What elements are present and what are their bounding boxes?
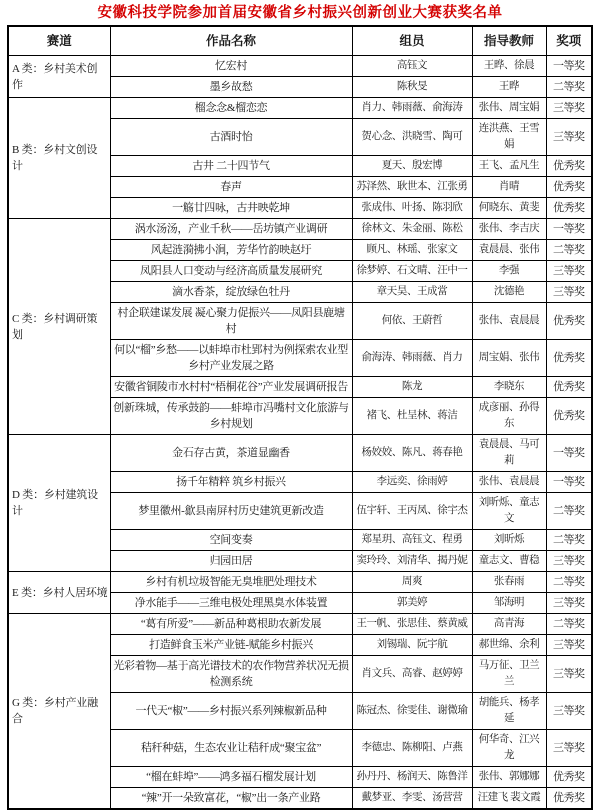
award-cell: 优秀奖 [546, 177, 592, 198]
work-cell: 空间变奏 [110, 530, 352, 551]
award-cell: 一等奖 [546, 56, 592, 77]
awards-table [7, 25, 593, 810]
teachers-cell: 张伟、袁晨晨 [472, 303, 546, 340]
work-cell: 归园田居 [110, 551, 352, 572]
work-cell: “辣”开一朵致富花，“椒”出一条产业路 [110, 788, 352, 810]
award-cell: 优秀奖 [546, 788, 592, 810]
work-cell: “葛有所爱”——新品种葛根助农新发展 [110, 614, 352, 635]
award-cell: 优秀奖 [546, 767, 592, 788]
members-cell: 贺心念、洪晓雪、陶可 [352, 119, 472, 156]
award-cell: 三等奖 [546, 261, 592, 282]
table-row [8, 435, 592, 472]
teachers-cell: 邹海明 [472, 593, 546, 614]
members-cell: 章天昊、王成當 [352, 282, 472, 303]
teachers-cell: 高青海 [472, 614, 546, 635]
members-cell: 戴梦亚、李雯、汤营营 [352, 788, 472, 810]
work-cell: 净水能手——三维电极处理黑臭水体装置 [110, 593, 352, 614]
work-cell: 秸秆种菇，生态农业让秸秆成“聚宝盆” [110, 730, 352, 767]
teachers-cell: 王晔 [472, 77, 546, 98]
members-cell: 伍宇轩、王丙凤、徐宇杰 [352, 493, 472, 530]
members-cell: 郭美婷 [352, 593, 472, 614]
work-cell: 安徽省铜陵市水村村“梧桐花谷”产业发展调研报告 [110, 377, 352, 398]
award-cell: 优秀奖 [546, 303, 592, 340]
table-row [8, 572, 592, 593]
members-cell: 周爽 [352, 572, 472, 593]
teachers-cell: 张伟、袁晨晨 [472, 472, 546, 493]
award-cell: 二等奖 [546, 572, 592, 593]
award-cell: 二等奖 [546, 77, 592, 98]
table-body [8, 56, 592, 810]
work-cell: 榴念念&榴恋恋 [110, 98, 352, 119]
award-cell: 三等奖 [546, 98, 592, 119]
award-cell: 三等奖 [546, 693, 592, 730]
members-cell: 肖文兵、高睿、赵婷婷 [352, 656, 472, 693]
award-cell: 一等奖 [546, 219, 592, 240]
work-cell: 忆宏村 [110, 56, 352, 77]
work-cell: 乡村有机垃圾智能无臭堆肥处理技术 [110, 572, 352, 593]
members-cell: 李德忠、陈柳阳、卢燕 [352, 730, 472, 767]
award-cell: 一等奖 [546, 435, 592, 472]
members-cell: 李远奕、徐雨婷 [352, 472, 472, 493]
teachers-cell: 胡能兵、杨孝延 [472, 693, 546, 730]
teachers-cell: 李晓东 [472, 377, 546, 398]
award-cell: 二等奖 [546, 614, 592, 635]
work-cell: 墨乡故愁 [110, 77, 352, 98]
award-cell: 优秀奖 [546, 156, 592, 177]
teachers-cell: 王飞、孟凡生 [472, 156, 546, 177]
award-cell: 三等奖 [546, 593, 592, 614]
award-cell: 优秀奖 [546, 198, 592, 219]
teachers-cell: 汪建飞 裴文霞 [472, 788, 546, 810]
members-cell: 俞海涛、韩雨薇、肖力 [352, 340, 472, 377]
award-cell: 三等奖 [546, 119, 592, 156]
teachers-cell: 王晔、徐晨 [472, 56, 546, 77]
award-cell: 二等奖 [546, 240, 592, 261]
members-cell: 张成伟、叶扬、陈羽欣 [352, 198, 472, 219]
work-cell: 村企联建谋发展 凝心聚力促振兴——凤阳县鹿塘村 [110, 303, 352, 340]
award-cell: 一等奖 [546, 472, 592, 493]
members-cell: 孙丹丹、杨润天、陈鲁洋 [352, 767, 472, 788]
table-header [8, 26, 592, 56]
members-cell: 刘锡瑞、阮宇航 [352, 635, 472, 656]
members-cell: 褚飞、杜呈林、蒋洁 [352, 398, 472, 435]
header-members: 组员 [352, 26, 472, 56]
members-cell: 窦玲玲、刘清华、揭丹妮 [352, 551, 472, 572]
teachers-cell: 马万征、卫兰兰 [472, 656, 546, 693]
work-cell: 梦里徽州-歙县南屏村历史建筑更新改造 [110, 493, 352, 530]
award-cell: 二等奖 [546, 493, 592, 530]
award-cell: 三等奖 [546, 635, 592, 656]
work-cell: 春声 [110, 177, 352, 198]
teachers-cell: 何晓东、黄斐 [472, 198, 546, 219]
award-cell: 二等奖 [546, 530, 592, 551]
teachers-cell: 李强 [472, 261, 546, 282]
teachers-cell: 连洪燕、王雪娟 [472, 119, 546, 156]
work-cell: 古井 二十四节气 [110, 156, 352, 177]
track-cell: C 类：乡村调研策划 [8, 219, 110, 435]
award-cell: 优秀奖 [546, 377, 592, 398]
teachers-cell: 张春雨 [472, 572, 546, 593]
work-cell: 光彩着物—基于高光谱技术的农作物营养状况无损检测系统 [110, 656, 352, 693]
work-cell: 何以“榴”乡愁——以蚌埠市杜郢村为例探索农业型乡村产业发展之路 [110, 340, 352, 377]
teachers-cell: 袁晨晨、张伟 [472, 240, 546, 261]
members-cell: 夏天、殷宏博 [352, 156, 472, 177]
teachers-cell: 何华奇、江兴龙 [472, 730, 546, 767]
header-row [8, 26, 592, 56]
header-award: 奖项 [546, 26, 592, 56]
members-cell: 肖力、韩雨薇、俞海涛 [352, 98, 472, 119]
teachers-cell: 刘昕烁 [472, 530, 546, 551]
teachers-cell: 沈德艳 [472, 282, 546, 303]
header-teachers: 指导教师 [472, 26, 546, 56]
work-cell: 一代天“椒”——乡村振兴系列辣椒新品种 [110, 693, 352, 730]
work-cell: 涡水汤汤，产业千秋——岳坊镇产业调研 [110, 219, 352, 240]
teachers-cell: 张伟、周宝娟 [472, 98, 546, 119]
work-cell: 金石存古黄，茶道显幽香 [110, 435, 352, 472]
members-cell: 郑星玥、高钰文、程勇 [352, 530, 472, 551]
award-cell: 三等奖 [546, 551, 592, 572]
track-cell: A 类：乡村美术创作 [8, 56, 110, 98]
award-cell: 三等奖 [546, 282, 592, 303]
track-cell: D 类：乡村建筑设计 [8, 435, 110, 572]
award-cell: 优秀奖 [546, 340, 592, 377]
award-cell: 三等奖 [546, 656, 592, 693]
work-cell: 古酒时怡 [110, 119, 352, 156]
members-cell: 苏泽然、耿世本、江张勇 [352, 177, 472, 198]
teachers-cell: 袁晨晨、马可莉 [472, 435, 546, 472]
members-cell: 徐林文、朱金丽、陈松 [352, 219, 472, 240]
members-cell: 王一帆、张思佳、蔡黄威 [352, 614, 472, 635]
members-cell: 陈龙 [352, 377, 472, 398]
teachers-cell: 周宝娟、张伟 [472, 340, 546, 377]
work-cell: 创新珠城，传承鼓韵——蚌埠市冯嘴村文化旅游与乡村规划 [110, 398, 352, 435]
table-row [8, 219, 592, 240]
work-cell: 扬千年精粹 筑乡村振兴 [110, 472, 352, 493]
table-row [8, 614, 592, 635]
header-track: 赛道 [8, 26, 110, 56]
track-cell: G 类：乡村产业融合 [8, 614, 110, 810]
work-cell: 风起涟漪拂小涧，芳华竹韵映赵圩 [110, 240, 352, 261]
teachers-cell: 成彦丽、孙得东 [472, 398, 546, 435]
table-row [8, 98, 592, 119]
members-cell: 杨姣姣、陈凡、蒋春艳 [352, 435, 472, 472]
teachers-cell: 张伟、郭娜娜 [472, 767, 546, 788]
header-work: 作品名称 [110, 26, 352, 56]
teachers-cell: 郝世绵、余利 [472, 635, 546, 656]
teachers-cell: 刘昕烁、童志文 [472, 493, 546, 530]
members-cell: 何依、王蔚哲 [352, 303, 472, 340]
work-cell: 一觞廿四咏，古井映乾坤 [110, 198, 352, 219]
award-cell: 三等奖 [546, 730, 592, 767]
work-cell: 滴水香茶，绽放绿色牡丹 [110, 282, 352, 303]
track-cell: E 类：乡村人居环境 [8, 572, 110, 614]
members-cell: 徐梦婷、石文晴、汪中一 [352, 261, 472, 282]
track-cell: B 类：乡村文创设计 [8, 98, 110, 219]
teachers-cell: 肖晴 [472, 177, 546, 198]
members-cell: 顾凡、林瑶、张家文 [352, 240, 472, 261]
work-cell: 打造鲜食玉米产业链-赋能乡村振兴 [110, 635, 352, 656]
teachers-cell: 童志文、曹稳 [472, 551, 546, 572]
work-cell: 凤阳县人口变动与经济高质量发展研究 [110, 261, 352, 282]
work-cell: “榴在蚌埠”——鸿多福石榴发展计划 [110, 767, 352, 788]
page-title: 安徽科技学院参加首届安徽省乡村振兴创新创业大赛获奖名单 [97, 5, 503, 21]
members-cell: 高钰文 [352, 56, 472, 77]
teachers-cell: 张伟、李吉庆 [472, 219, 546, 240]
document-page [0, 4, 600, 810]
members-cell: 陈冠杰、徐雯佳、谢微瑜 [352, 693, 472, 730]
members-cell: 陈秋旻 [352, 77, 472, 98]
award-cell: 优秀奖 [546, 398, 592, 435]
table-row [8, 56, 592, 77]
